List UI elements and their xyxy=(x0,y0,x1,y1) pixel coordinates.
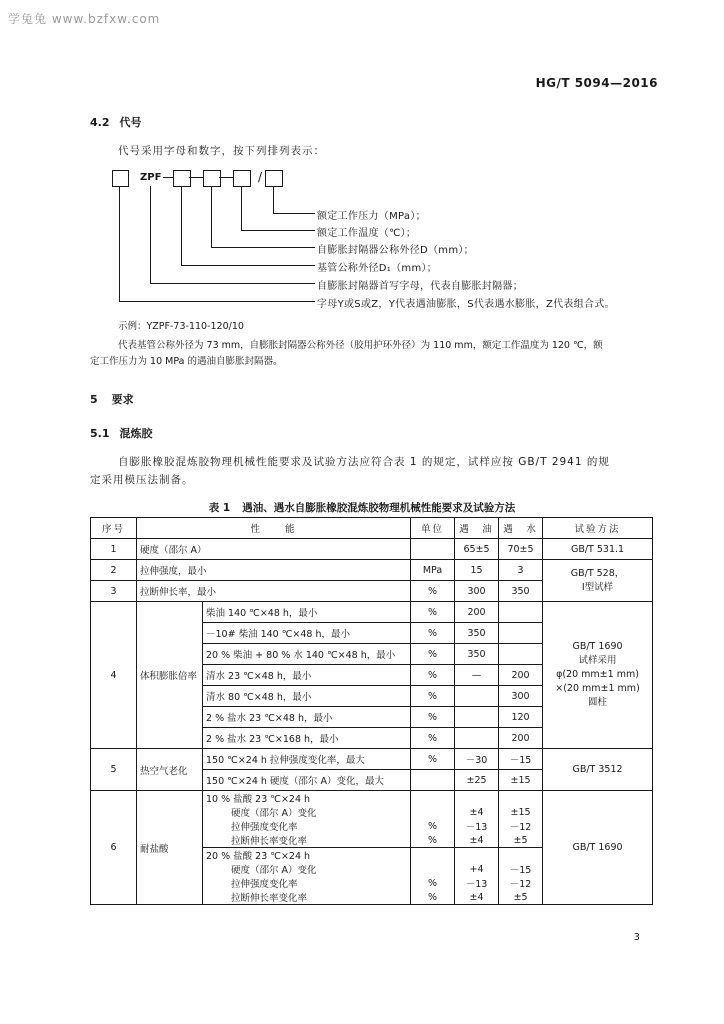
cell-water xyxy=(499,623,543,644)
code-intro: 代号采用字母和数字，按下列排列表示： xyxy=(118,145,325,157)
method-line: GB/T 1690 xyxy=(572,641,623,652)
cell-water xyxy=(499,791,543,806)
cell-oil xyxy=(455,848,499,863)
table-caption-number: 表 1 xyxy=(208,502,231,514)
cell-oil: －30 xyxy=(455,749,499,770)
cell-water: －12 xyxy=(499,819,543,833)
cell-water: ±5 xyxy=(499,890,543,905)
code-dash xyxy=(163,177,173,178)
cell-unit: % xyxy=(411,749,455,770)
section-heading-4-2 xyxy=(90,114,142,130)
code-slash: / xyxy=(258,170,263,184)
code-box-pressure xyxy=(265,170,283,187)
cell-condition-group: 20 % 盐酸 23 ℃×24 h xyxy=(203,848,411,863)
method-line: 圆柱 xyxy=(588,697,608,708)
cell-condition: 拉伸强度变化率 xyxy=(203,876,411,890)
cell-no: 4 xyxy=(91,602,137,749)
leader-line xyxy=(211,247,315,248)
table-row xyxy=(91,791,653,806)
cell-condition: 20 % 柴油 + 80 % 水 140 ℃×48 h，最小 xyxy=(203,644,411,665)
cell-water: 350 xyxy=(499,581,543,602)
cell-unit xyxy=(411,791,455,806)
leader-line xyxy=(273,213,315,214)
cell-unit: % xyxy=(411,602,455,623)
cell-water xyxy=(499,644,543,665)
cell-condition: 清水 80 ℃×48 h，最小 xyxy=(203,686,411,707)
leader-line xyxy=(119,301,315,302)
cell-no: 6 xyxy=(91,791,137,905)
cell-condition: 硬度（邵尔 A）变化 xyxy=(203,862,411,876)
method-line: 试样采用 xyxy=(578,655,617,666)
code-dash xyxy=(219,177,233,178)
cell-condition: 拉断伸长率变化率 xyxy=(203,833,411,848)
cell-oil xyxy=(455,686,499,707)
cell-oil: 15 xyxy=(455,560,499,581)
header-property: 性 能 xyxy=(137,518,411,539)
cell-water xyxy=(499,848,543,863)
leader-line xyxy=(241,186,242,230)
code-label-temperature: 额定工作温度（℃）； xyxy=(317,228,417,239)
cell-method: GB/T 3512 xyxy=(543,749,653,791)
section-title: 要求 xyxy=(111,393,134,406)
cell-water: ±5 xyxy=(499,833,543,848)
cell-oil: －13 xyxy=(455,819,499,833)
cell-method xyxy=(543,602,653,749)
cell-oil: +4 xyxy=(455,862,499,876)
cell-unit: % xyxy=(411,665,455,686)
properties-table xyxy=(90,517,653,905)
cell-water: －15 xyxy=(499,749,543,770)
watermark: 学兔兔 www.bzfxw.com xyxy=(8,12,161,26)
leader-line xyxy=(119,186,120,301)
cell-property: 硬度（邵尔 A） xyxy=(137,539,411,560)
code-prefix: ZPF xyxy=(140,172,162,183)
header-no: 序号 xyxy=(91,518,137,539)
cell-condition: 清水 23 ℃×48 h，最小 xyxy=(203,665,411,686)
cell-property: 拉伸强度，最小 xyxy=(137,560,411,581)
cell-oil: 350 xyxy=(455,644,499,665)
code-label-packer-od: 自膨胀封隔器公称外径D（mm）； xyxy=(317,245,474,256)
cell-condition: 拉伸强度变化率 xyxy=(203,819,411,833)
table-caption xyxy=(0,500,724,515)
cell-unit: % xyxy=(411,686,455,707)
cell-condition: 硬度（邵尔 A）变化 xyxy=(203,805,411,819)
method-line: ×(20 mm±1 mm) xyxy=(555,683,640,694)
cell-water: ±15 xyxy=(499,770,543,791)
code-box-type xyxy=(112,170,129,187)
section-number: 5 xyxy=(90,393,98,406)
cell-unit: % xyxy=(411,581,455,602)
example-description-cont: 定工作压力为 10 MPa 的遇油自膨胀封隔器。 xyxy=(90,356,283,367)
cell-water: 70±5 xyxy=(499,539,543,560)
leader-line xyxy=(211,186,212,247)
section-number: 4.2 xyxy=(90,116,110,129)
table-row xyxy=(91,602,653,623)
code-box-temperature xyxy=(233,170,251,187)
code-dash xyxy=(189,177,203,178)
section-number: 5.1 xyxy=(90,427,110,440)
leader-line xyxy=(181,186,182,265)
cell-property: 拉断伸长率，最小 xyxy=(137,581,411,602)
cell-method: GB/T 1690 xyxy=(543,791,653,905)
cell-water: －12 xyxy=(499,876,543,890)
cell-property: 体积膨胀倍率 xyxy=(137,602,203,749)
cell-unit: % xyxy=(411,833,455,848)
cell-oil: ±4 xyxy=(455,890,499,905)
cell-oil: 350 xyxy=(455,623,499,644)
cell-water: －15 xyxy=(499,862,543,876)
section-heading-5-1 xyxy=(90,425,153,441)
header-water: 遇 水 xyxy=(499,518,543,539)
cell-oil: ±4 xyxy=(455,805,499,819)
cell-oil xyxy=(455,707,499,728)
standard-number: HG/T 5094—2016 xyxy=(535,76,658,90)
cell-water: ±15 xyxy=(499,805,543,819)
table-header-row xyxy=(91,518,653,539)
cell-unit: % xyxy=(411,623,455,644)
cell-oil: ±4 xyxy=(455,833,499,848)
cell-condition: 150 ℃×24 h 拉伸强度变化率，最大 xyxy=(203,749,411,770)
cell-unit xyxy=(411,848,455,863)
cell-oil: －13 xyxy=(455,876,499,890)
method-line: φ(20 mm±1 mm) xyxy=(556,669,639,680)
cell-property: 耐盐酸 xyxy=(137,791,203,905)
section-title: 代号 xyxy=(119,116,142,129)
cell-unit: % xyxy=(411,644,455,665)
cell-condition: 柴油 140 ℃×48 h，最小 xyxy=(203,602,411,623)
cell-condition: 2 % 盐水 23 ℃×48 h，最小 xyxy=(203,707,411,728)
cell-water: 120 xyxy=(499,707,543,728)
cell-oil xyxy=(455,728,499,749)
section-heading-5 xyxy=(90,391,134,407)
cell-oil: 300 xyxy=(455,581,499,602)
cell-water: 200 xyxy=(499,665,543,686)
code-label-pressure: 额定工作压力（MPa）； xyxy=(317,211,426,222)
table-caption-title: 遇油、遇水自膨胀橡胶混炼胶物理机械性能要求及试验方法 xyxy=(242,502,516,514)
cell-no: 2 xyxy=(91,560,137,581)
cell-unit xyxy=(411,770,455,791)
cell-condition: 150 ℃×24 h 硬度（邵尔 A）变化，最大 xyxy=(203,770,411,791)
table-row xyxy=(91,749,653,770)
cell-unit: % xyxy=(411,819,455,833)
cell-water: 200 xyxy=(499,728,543,749)
method-line: GB/T 528， xyxy=(570,567,625,579)
cell-condition: －10# 柴油 140 ℃×48 h，最小 xyxy=(203,623,411,644)
cell-oil: 200 xyxy=(455,602,499,623)
code-label-type: 字母Y或S或Z，Y代表遇油膨胀，S代表遇水膨胀，Z代表组合式。 xyxy=(317,299,615,310)
leader-line xyxy=(241,230,315,231)
cell-unit xyxy=(411,805,455,819)
header-unit: 单位 xyxy=(411,518,455,539)
cell-unit: % xyxy=(411,728,455,749)
cell-unit: % xyxy=(411,707,455,728)
cell-condition: 拉断伸长率变化率 xyxy=(203,890,411,905)
method-line: Ⅰ型试样 xyxy=(581,581,614,593)
cell-unit: % xyxy=(411,890,455,905)
section-title: 混炼胶 xyxy=(119,427,153,440)
paragraph-cont: 定采用模压法制备。 xyxy=(90,474,194,486)
cell-no: 3 xyxy=(91,581,137,602)
cell-oil xyxy=(455,791,499,806)
cell-condition-group: 10 % 盐酸 23 ℃×24 h xyxy=(203,791,411,806)
cell-unit: % xyxy=(411,876,455,890)
cell-no: 5 xyxy=(91,749,137,791)
leader-line xyxy=(273,186,274,213)
leader-line xyxy=(150,283,315,284)
code-box-base-od xyxy=(173,170,191,187)
cell-method xyxy=(543,560,653,602)
cell-water xyxy=(499,602,543,623)
cell-unit xyxy=(411,862,455,876)
cell-water: 300 xyxy=(499,686,543,707)
cell-property: 热空气老化 xyxy=(137,749,203,791)
code-label-prefix: 自膨胀封隔器首写字母，代表自膨胀封隔器； xyxy=(317,281,523,292)
cell-unit: MPa xyxy=(411,560,455,581)
cell-oil: — xyxy=(455,665,499,686)
header-oil: 遇 油 xyxy=(455,518,499,539)
leader-line xyxy=(150,186,151,283)
code-label-base-od: 基管公称外径D₁（mm）； xyxy=(317,263,438,274)
cell-oil: ±25 xyxy=(455,770,499,791)
leader-line xyxy=(181,265,315,266)
cell-oil: 65±5 xyxy=(455,539,499,560)
cell-condition: 2 % 盐水 23 ℃×168 h，最小 xyxy=(203,728,411,749)
paragraph: 自膨胀橡胶混炼胶物理机械性能要求及试验方法应符合表 1 的规定，试样应按 GB/T 2941 的规 xyxy=(118,456,610,468)
cell-water: 3 xyxy=(499,560,543,581)
table-row xyxy=(91,539,653,560)
cell-unit xyxy=(411,539,455,560)
page-number: 3 xyxy=(633,932,640,943)
example-description: 代表基管公称外径为 73 mm，自膨胀封隔器公称外径（胶用护环外径）为 110 mm，额定工作温度为 120 ℃，额 xyxy=(118,340,603,351)
cell-no: 1 xyxy=(91,539,137,560)
cell-method: GB/T 531.1 xyxy=(543,539,653,560)
table-row xyxy=(91,560,653,581)
code-box-packer-od xyxy=(203,170,221,187)
header-method: 试验方法 xyxy=(543,518,653,539)
example: 示例：YZPF-73-110-120/10 xyxy=(118,321,244,332)
